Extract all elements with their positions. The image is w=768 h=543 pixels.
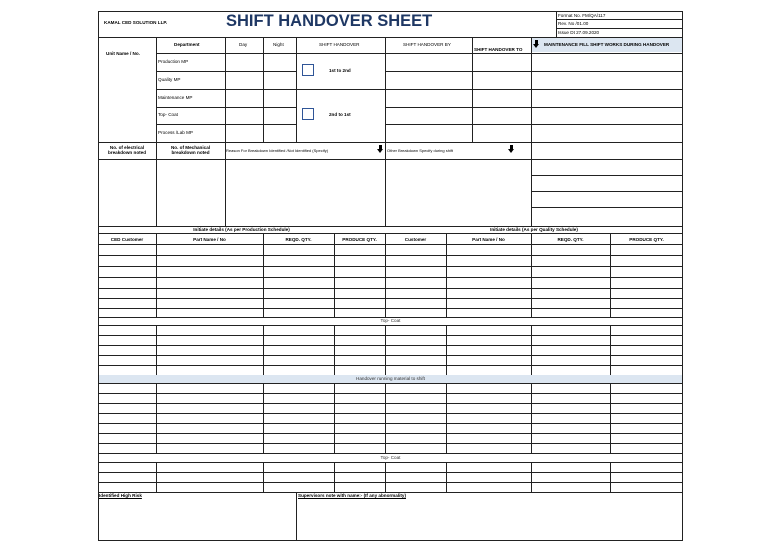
grid-row-line <box>98 423 683 424</box>
grid-row-line <box>98 453 683 454</box>
page-title: SHIFT HANDOVER SHEET <box>226 12 433 30</box>
grid-column-line <box>385 233 386 317</box>
format-number: Format No. FM/QA/117 <box>558 13 606 18</box>
grid-column-line <box>531 462 532 492</box>
grid-row-line <box>98 233 683 234</box>
shift-handover-sheet <box>98 11 683 541</box>
grid-column-line <box>263 325 264 375</box>
grid-column-line <box>610 325 611 375</box>
supervisors-note-label: Supervisors note with name:- (If any abnormality) <box>298 493 406 498</box>
grid-row-line <box>98 288 683 289</box>
grid-row-line <box>98 345 683 346</box>
down-arrow-icon <box>508 149 514 153</box>
grid-row-line <box>98 308 683 309</box>
grid-row-line <box>98 335 683 336</box>
grid-column-line <box>334 383 335 453</box>
column-part-name: Part Name / No <box>193 237 226 242</box>
down-arrow-icon <box>533 44 539 48</box>
department-header: Department <box>174 42 200 47</box>
grid-row-line <box>98 355 683 356</box>
department-maintenance: Maintenance MP <box>158 95 193 100</box>
unit-name-label: Unit Name / No. <box>106 51 140 56</box>
shift-handover-header: SHIFT HANDOVER <box>319 42 360 47</box>
grid-row-line <box>98 472 683 473</box>
day-header: Day <box>239 42 248 47</box>
grid-column-line <box>385 462 386 492</box>
grid-column-line <box>156 325 157 375</box>
grid-column-line <box>385 383 386 453</box>
grid-column-line <box>446 383 447 453</box>
revision-number: Rev. No /01.00 <box>558 21 589 26</box>
grid-column-line <box>334 462 335 492</box>
grid-column-line <box>446 233 447 317</box>
grid-column-line <box>446 462 447 492</box>
grid-row-line <box>98 433 683 434</box>
grid-column-line <box>334 233 335 317</box>
grid-row-line <box>98 393 683 394</box>
grid-row-line <box>98 277 683 278</box>
electrical-breakdown-label: No. of electrical breakdown noted <box>107 145 147 155</box>
grid-column-line <box>156 233 157 317</box>
breakdown-reason-label: Reason For Breakdown Identified /Not Identified (Specify) <box>226 148 329 153</box>
company-name: KAMAL CED SOLUTION LLP. <box>104 20 168 25</box>
shift-2nd-to-1st-label: 2nd to 1st <box>329 112 351 117</box>
shift-handover-to-header: SHIFT HANDOVER TO <box>474 47 523 52</box>
column-produce-qty: PRODUCE QTY. <box>342 237 377 242</box>
grid-row-line <box>98 255 683 256</box>
grid-column-line <box>610 233 611 317</box>
grid-column-line <box>263 383 264 453</box>
maintenance-header: MAINTENANCE FILL SHIFT WORKS DURING HANDOVER <box>544 42 670 47</box>
grid-column-line <box>610 383 611 453</box>
night-header: Night <box>273 42 284 47</box>
shift-1st-to-2nd-label: 1st to 2nd <box>329 68 351 73</box>
grid-column-line <box>531 233 532 317</box>
grid-column-line <box>531 383 532 453</box>
shift-1st-to-2nd-checkbox[interactable] <box>302 64 314 76</box>
grid-row-line <box>98 365 683 366</box>
shift-2nd-to-1st-checkbox[interactable] <box>302 108 314 120</box>
grid-column-line <box>610 462 611 492</box>
initiate-quality-label: Initiate details (As per Quality Schedule) <box>490 227 578 232</box>
down-arrow-icon <box>377 149 383 153</box>
grid-row-line <box>98 383 683 384</box>
grid-row-line <box>98 413 683 414</box>
handover-running-label: Handover running material to shift <box>356 376 425 381</box>
top-coat-section-label-2: Top- Coat <box>380 455 401 460</box>
column-reqd-qty: REQD. QTY. <box>285 237 312 242</box>
grid-row-line <box>98 403 683 404</box>
grid-row-line <box>98 462 683 463</box>
grid-column-line <box>531 325 532 375</box>
grid-column-line <box>263 233 264 317</box>
mechanical-breakdown-label: No. of Mechanical breakdown noted <box>170 145 211 155</box>
grid-row-line <box>98 298 683 299</box>
grid-column-line <box>156 383 157 453</box>
high-risk-label: Identified High Risk <box>99 493 142 498</box>
grid-column-line <box>156 462 157 492</box>
column-reqd-qty-quality: REQD. QTY. <box>557 237 584 242</box>
grid-column-line <box>263 462 264 492</box>
department-process-lab: Process /Lab MP <box>158 130 193 135</box>
column-ced-customer: CED Customer <box>110 237 144 242</box>
grid-row-line <box>98 325 683 326</box>
grid-row-line <box>98 443 683 444</box>
column-customer: Customer <box>404 237 427 242</box>
grid-column-line <box>385 325 386 375</box>
column-part-name-quality: Part Name / No <box>472 237 505 242</box>
grid-column-line <box>446 325 447 375</box>
initiate-production-label: Initiate details (As per Production Schedule) <box>193 227 290 232</box>
grid-row-line <box>98 266 683 267</box>
grid-column-line <box>334 325 335 375</box>
grid-row-line <box>98 482 683 483</box>
grid-row-line <box>98 244 683 245</box>
department-production: Production MP <box>158 59 189 64</box>
shift-handover-by-header: SHIFT HANDOVER BY <box>403 42 451 47</box>
other-breakdown-label: Other Breakdown Specify during shift <box>387 148 454 153</box>
column-produce-qty-quality: PRODUCE QTY. <box>629 237 664 242</box>
top-coat-section-label: Top- Coat <box>380 318 401 323</box>
issue-date: Issue Dt 27.09.2020 <box>558 30 600 35</box>
department-top-coat: Top- Coat <box>158 112 178 117</box>
department-quality: Quality MP <box>158 77 181 82</box>
